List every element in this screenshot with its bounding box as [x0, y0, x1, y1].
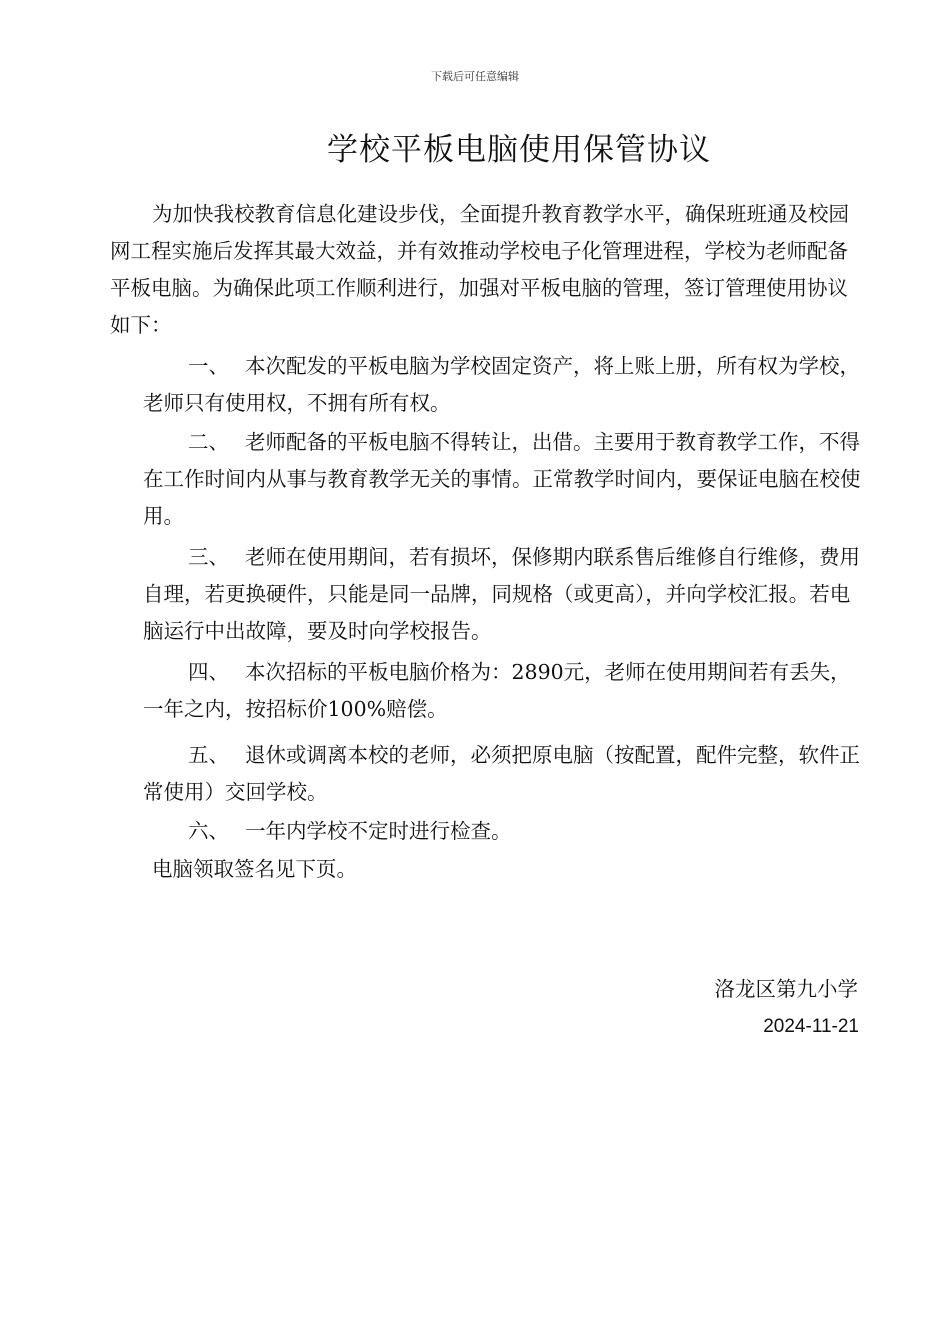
article-text: 退休或调离本校的老师，必须把原电脑（按配置，配件完整，软件正常使用）交回学校。: [143, 743, 860, 804]
article-text: 本次招标的平板电脑价格为：2890元，老师在使用期间若有丢失，一年之内，按招标价100%赔偿。: [143, 660, 851, 721]
article-number: 二、: [188, 430, 229, 454]
article-number: 五、: [188, 743, 229, 767]
article-number: 四、: [188, 660, 229, 684]
article-text: 老师在使用期间，若有损坏，保修期内联系售后维修自行维修，费用自理，若更换硬件，只能是同一品牌，同规格（或更高），并向学校汇报。若电脑运行中出故障，要及时向学校报告。: [143, 545, 860, 643]
signer-name: 洛龙区第九小学: [714, 977, 858, 1001]
article-5: [143, 737, 862, 811]
intro-paragraph: 为加快我校教育信息化建设步伐，全面提升教育教学水平，确保班班通及校园网工程实施后发挥其最大效益，并有效推动学校电子化管理进程，学校为老师配备平板电脑。为确保此项工作顺利进行，加强对平板电脑的管理，签订管理使用协议如下：: [110, 202, 849, 337]
article-6: [143, 813, 862, 850]
article-text: 一年内学校不定时进行检查。: [245, 819, 512, 843]
article-text: 本次配发的平板电脑为学校固定资产，将上账上册，所有权为学校，老师只有使用权，不拥有所有权。: [143, 354, 860, 415]
article-1: [143, 348, 862, 422]
article-4: [143, 654, 862, 728]
article-2: [143, 424, 862, 535]
article-text: 老师配备的平板电脑不得转让，出借。主要用于教育教学工作，不得在工作时间内从事与教育教学无关的事情。正常教学时间内，要保证电脑在校使用。: [143, 430, 861, 528]
article-3: [143, 539, 862, 650]
header-note: 下载后可任意编辑: [431, 70, 519, 83]
signing-date: 2024-11-21: [763, 1016, 859, 1037]
article-number: 三、: [188, 545, 229, 569]
document-title: 学校平板电脑使用保管协议: [327, 132, 711, 168]
article-number: 六、: [188, 819, 229, 843]
closing-note: 电脑领取签名见下页。: [152, 857, 357, 881]
article-number: 一、: [188, 354, 229, 378]
